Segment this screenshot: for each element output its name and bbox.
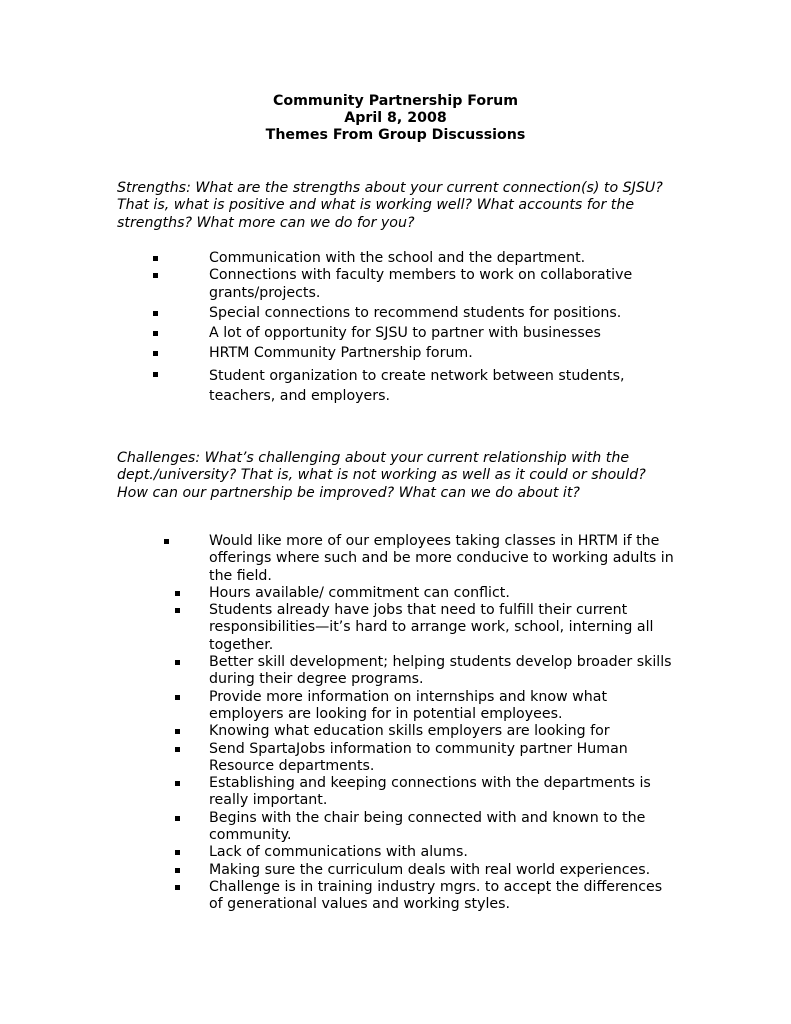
bullet-icon	[164, 539, 169, 544]
bullet-icon	[175, 781, 180, 786]
list-item	[0, 810, 679, 845]
list-item	[0, 741, 679, 776]
list-item	[0, 250, 679, 267]
bullet-icon	[153, 273, 158, 278]
list-item	[0, 267, 679, 302]
strengths-list	[0, 250, 791, 406]
document-subtitle: Themes From Group Discussions	[265, 127, 526, 143]
bullet-icon	[175, 729, 180, 734]
bullet-icon	[153, 372, 158, 377]
list-item-text: Making sure the curriculum deals with real world experiences.	[209, 861, 651, 878]
bullet-icon	[175, 885, 180, 890]
list-item	[0, 345, 679, 362]
list-item	[0, 654, 679, 689]
list-item	[0, 325, 679, 342]
list-item	[0, 862, 679, 879]
bullet-icon	[175, 816, 180, 821]
list-item-text: Connections with faculty members to work on collaborative grants/projects.	[209, 267, 633, 301]
bullet-icon	[175, 868, 180, 873]
challenges-question: Challenges: What’s challenging about your current relationship with the dept./university? That is, what is not working as well as it could or should? How can our partnership be improved? What can we do about it?	[117, 450, 646, 501]
bullet-icon	[153, 351, 158, 356]
list-item	[0, 533, 679, 585]
list-item	[0, 305, 679, 322]
bullet-icon	[153, 256, 158, 261]
list-item	[0, 879, 679, 914]
document-title: Community Partnership Forum	[272, 93, 519, 109]
list-item-text: Establishing and keeping connections with the departments is really important.	[209, 775, 651, 809]
list-item	[0, 585, 679, 602]
strengths-question: Strengths: What are the strengths about your current connection(s) to SJSU? That is, what is positive and what is working well? What accounts for the strengths? What more can we do for you?	[117, 180, 663, 231]
list-item-text: HRTM Community Partnership forum.	[209, 345, 473, 362]
list-item-text: Lack of communications with alums.	[209, 844, 468, 861]
bullet-icon	[175, 608, 180, 613]
list-item	[0, 689, 679, 724]
list-item-text: Students already have jobs that need to fulfill their current responsibilities—it’s hard to arrange work, school, interning all together.	[209, 602, 654, 653]
list-item-text: Communication with the school and the department.	[209, 250, 586, 266]
list-item-text: Better skill development; helping students develop broader skills during their degree programs.	[209, 654, 672, 688]
bullet-icon	[153, 311, 158, 316]
document-date: April 8, 2008	[344, 110, 447, 126]
list-item-text: Hours available/ commitment can conflict.	[209, 584, 510, 601]
list-item-text: A lot of opportunity for SJSU to partner with businesses	[209, 325, 601, 342]
list-item	[0, 775, 679, 810]
list-item-text: Student organization to create network between students, teachers, and employers.	[209, 367, 625, 404]
list-item-text: Begins with the chair being connected with and known to the community.	[209, 809, 646, 844]
list-item	[0, 723, 679, 740]
list-item-text: Challenge is in training industry mgrs. to accept the differences of generational values and working styles.	[209, 878, 663, 913]
list-item-text: Send SpartaJobs information to community partner Human Resource departments.	[209, 740, 628, 774]
list-item-text: Would like more of our employees taking classes in HRTM if the offerings where such and be more conducive to working adults in the field.	[209, 533, 674, 584]
list-item	[0, 844, 679, 861]
list-item	[0, 602, 679, 654]
list-item-text: Provide more information on internships and know what employers are looking for in potential employees.	[209, 688, 608, 722]
bullet-icon	[175, 591, 180, 596]
bullet-icon	[175, 850, 180, 855]
bullet-icon	[175, 660, 180, 665]
list-item	[0, 366, 679, 406]
document-header	[0, 93, 791, 144]
bullet-icon	[175, 747, 180, 752]
bullet-icon	[153, 331, 158, 336]
list-item-text: Special connections to recommend students for positions.	[209, 304, 622, 321]
challenges-list	[0, 533, 791, 914]
list-item-text: Knowing what education skills employers are looking for	[209, 723, 610, 740]
bullet-icon	[175, 695, 180, 700]
